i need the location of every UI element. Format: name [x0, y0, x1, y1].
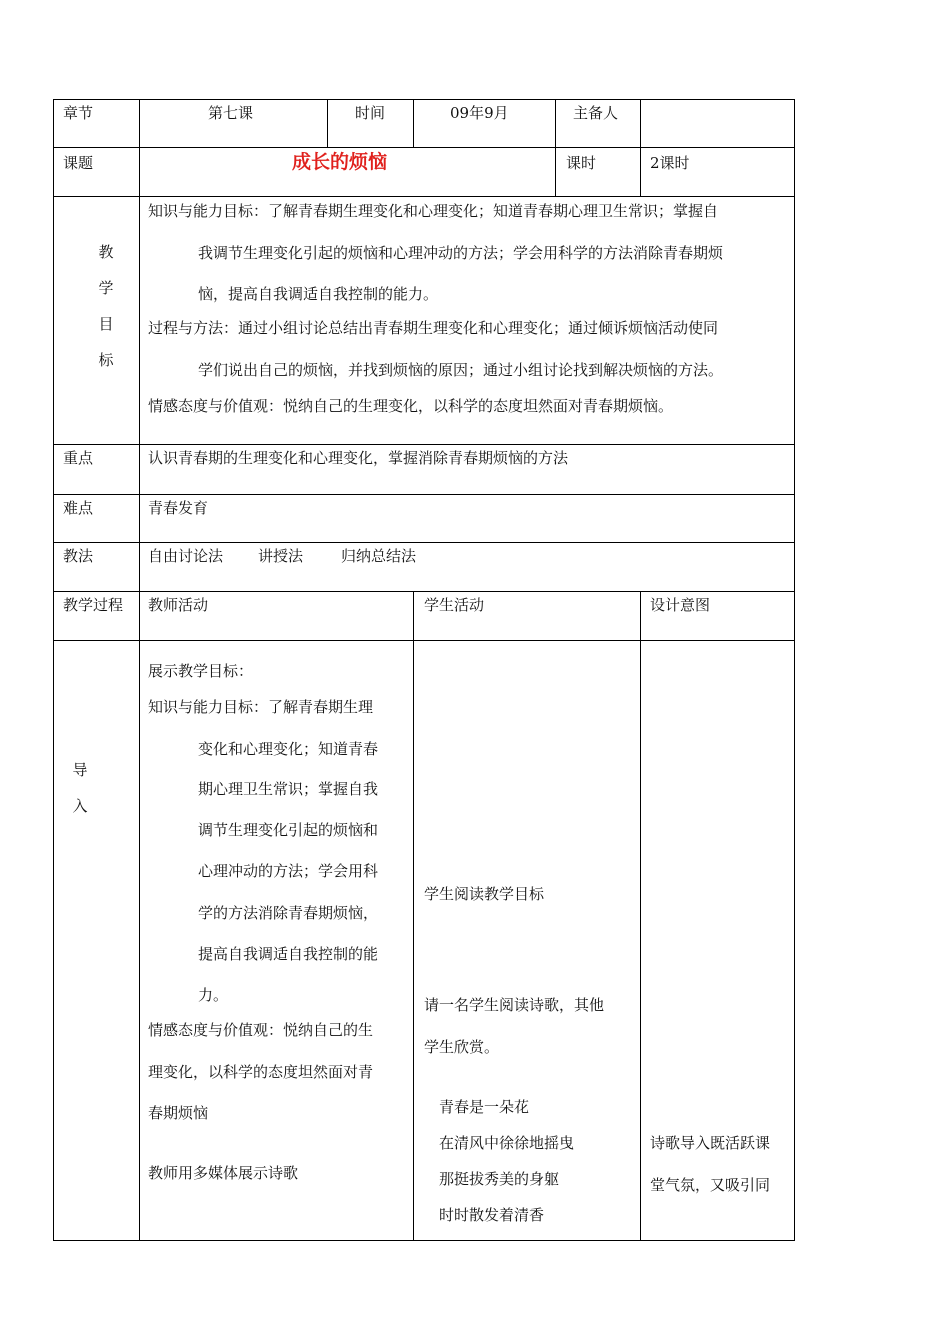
table-rule [53, 591, 795, 592]
topic-label: 课题 [63, 154, 94, 172]
teacher-line: 理变化，以科学的态度坦然面对青 [148, 1063, 374, 1081]
teacher-line: 情感态度与价值观：悦纳自己的生 [148, 1021, 374, 1039]
objectives-label-char: 目 [98, 315, 114, 333]
objectives-line: 学们说出自己的烦恼，并找到烦恼的原因；通过小组讨论找到解决烦恼的方法。 [198, 361, 724, 379]
table-rule [53, 494, 795, 495]
teacher-line: 学的方法消除青春期烦恼， [198, 904, 379, 922]
key-point-value: 认识青春期的生理变化和心理变化，掌握消除青春期烦恼的方法 [148, 449, 569, 467]
teacher-line: 心理冲动的方法；学会用科 [198, 862, 379, 880]
method-item: 讲授法 [258, 547, 304, 565]
time-label: 时间 [355, 104, 386, 122]
table-rule [640, 99, 641, 197]
table-rule [53, 1240, 795, 1241]
method-item: 自由讨论法 [148, 547, 224, 565]
teacher-line: 知识与能力目标：了解青春期生理 [148, 698, 374, 716]
table-rule [794, 99, 795, 1241]
hours-label: 课时 [566, 154, 597, 172]
teacher-line: 调节生理变化引起的烦恼和 [198, 821, 379, 839]
teacher-line: 提高自我调适自我控制的能 [198, 945, 379, 963]
objectives-label-char: 教 [98, 243, 114, 261]
table-rule [413, 99, 414, 148]
teacher-line: 教师用多媒体展示诗歌 [148, 1164, 299, 1182]
student-line: 学生阅读教学目标 [424, 885, 545, 903]
teacher-line: 变化和心理变化；知道青春 [198, 740, 379, 758]
table-rule [53, 542, 795, 543]
poem-line: 在清风中徐徐地摇曳 [439, 1134, 575, 1152]
intro-label-char: 导 [72, 761, 88, 779]
hours-value: 2课时 [650, 154, 690, 172]
teacher-line: 力。 [198, 986, 229, 1004]
design-intent-header: 设计意图 [650, 596, 711, 614]
intro-label-char: 入 [72, 797, 88, 815]
table-rule [413, 591, 414, 1241]
teacher-line: 期心理卫生常识；掌握自我 [198, 780, 379, 798]
table-rule [327, 99, 328, 148]
poem-line: 时时散发着清香 [439, 1206, 545, 1224]
objectives-line: 恼，提高自我调适自我控制的能力。 [198, 285, 439, 303]
time-value: 09年9月 [450, 104, 509, 122]
student-line: 请一名学生阅读诗歌，其他 [424, 996, 605, 1014]
table-rule [53, 196, 795, 197]
objectives-line: 知识与能力目标：了解青春期生理变化和心理变化；知道青春期心理卫生常识；掌握自 [148, 202, 719, 220]
poem-line: 青春是一朵花 [439, 1098, 530, 1116]
table-rule [53, 99, 795, 100]
table-rule [640, 591, 641, 1241]
objectives-line: 我调节生理变化引起的烦恼和心理冲动的方法；学会用科学的方法消除青春期烦 [198, 244, 724, 262]
lesson-title: 成长的烦恼 [292, 151, 388, 173]
student-line: 学生欣赏。 [424, 1038, 500, 1056]
process-label: 教学过程 [63, 596, 124, 614]
objectives-label-char: 学 [98, 279, 114, 297]
objectives-line: 过程与方法：通过小组讨论总结出青春期生理变化和心理变化；通过倾诉烦恼活动使同 [148, 319, 719, 337]
preparer-label: 主备人 [573, 104, 619, 122]
teacher-line: 展示教学目标： [148, 662, 254, 680]
design-line: 堂气氛，又吸引同 [650, 1176, 771, 1194]
poem-line: 那挺拔秀美的身躯 [439, 1170, 560, 1188]
table-rule [53, 99, 54, 1241]
objectives-label-char: 标 [98, 351, 114, 369]
teacher-activity-header: 教师活动 [148, 596, 209, 614]
table-rule [53, 444, 795, 445]
chapter-label: 章节 [63, 104, 94, 122]
methods-label: 教法 [63, 547, 94, 565]
teacher-line: 春期烦恼 [148, 1104, 209, 1122]
method-item: 归纳总结法 [341, 547, 417, 565]
difficulty-value: 青春发育 [148, 499, 209, 517]
difficulty-label: 难点 [63, 499, 94, 517]
student-activity-header: 学生活动 [424, 596, 485, 614]
table-rule [53, 147, 795, 148]
design-line: 诗歌导入既活跃课 [650, 1134, 771, 1152]
key-point-label: 重点 [63, 449, 94, 467]
table-rule [53, 640, 795, 641]
table-rule [139, 99, 140, 1241]
table-rule [555, 99, 556, 197]
objectives-line: 情感态度与价值观：悦纳自己的生理变化，以科学的态度坦然面对青春期烦恼。 [148, 397, 674, 415]
chapter-value: 第七课 [208, 104, 254, 122]
